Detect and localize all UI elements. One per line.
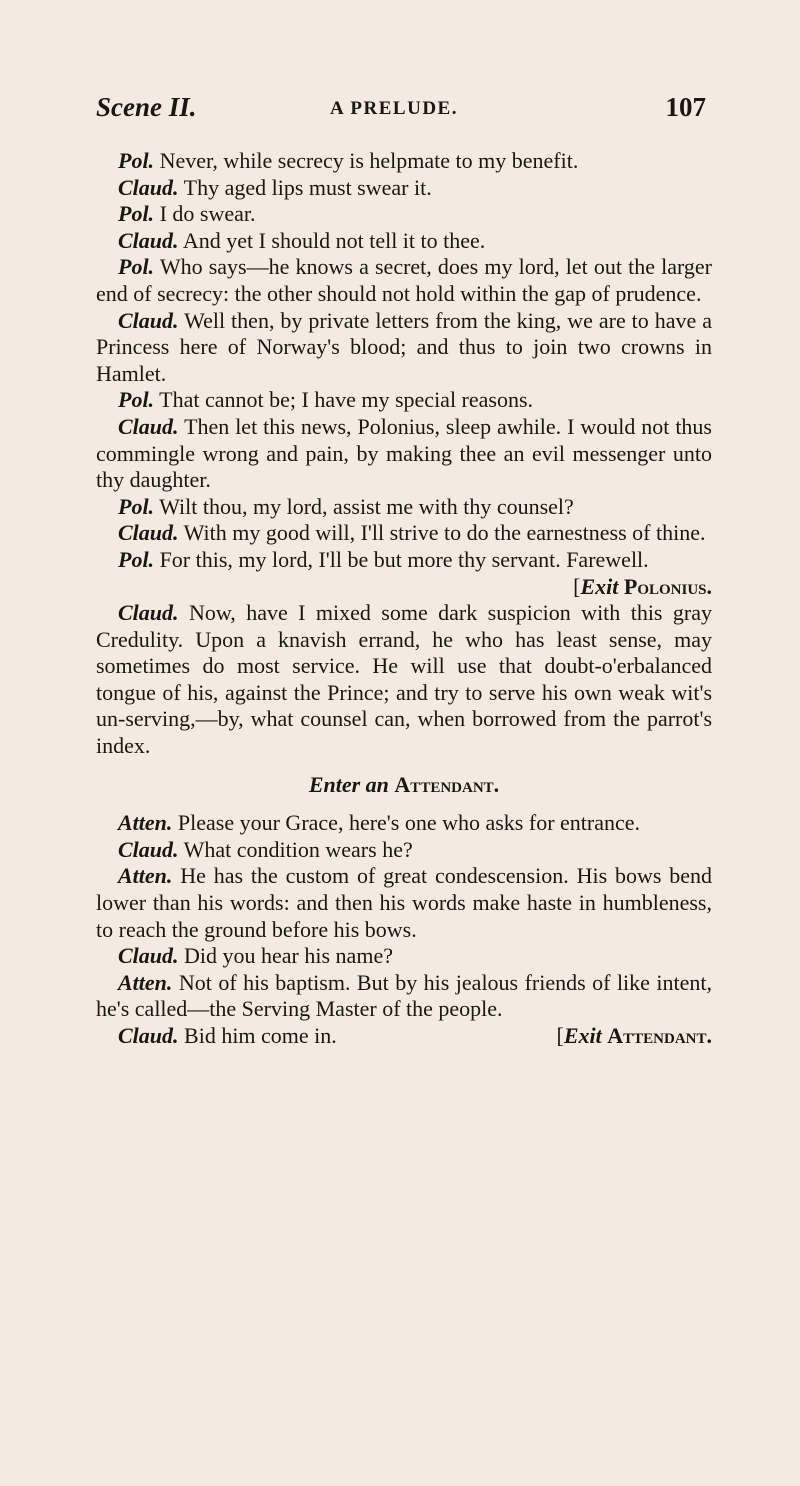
play-text	[96, 148, 712, 1050]
speech	[96, 970, 712, 1023]
speech	[96, 148, 712, 175]
exit-character: Polonius.	[623, 573, 712, 599]
speaker-name: Pol.	[118, 201, 155, 227]
speaker-name: Pol.	[118, 493, 155, 519]
speech	[96, 414, 712, 494]
speaker-name: Pol.	[118, 546, 155, 572]
exit-word: Exit	[580, 573, 619, 599]
speech	[96, 201, 712, 228]
speech-text: Thy aged lips must swear it.	[183, 174, 432, 200]
speech	[96, 810, 712, 837]
speech	[96, 520, 712, 547]
speaker-name: Pol.	[118, 254, 155, 280]
bracket: [	[556, 1023, 564, 1048]
speech-text: Bid him come in.	[184, 1023, 337, 1048]
speaker-name: Claud.	[118, 600, 179, 626]
speech-text: What condition wears he?	[183, 836, 413, 862]
running-title: A PRELUDE.	[330, 98, 458, 119]
speech-text: Who says—he knows a secret, does my lord, let out the larger end of secrecy: the other should not hold within the gap of prudence.	[96, 254, 712, 306]
exit-direction	[551, 574, 712, 601]
entrance-word: Enter an	[308, 771, 389, 797]
exit-word: Exit	[563, 1023, 602, 1048]
speech	[96, 308, 712, 388]
speech-text: Wilt thou, my lord, assist me with thy counsel?	[159, 493, 574, 519]
speech	[96, 254, 712, 307]
speaker-name: Claud.	[118, 413, 179, 439]
page-number: 107	[665, 92, 706, 122]
speaker-name: Claud.	[118, 520, 179, 546]
speech	[96, 863, 712, 943]
speaker-name: Claud.	[118, 174, 179, 200]
running-header	[96, 92, 706, 136]
speech	[96, 600, 712, 760]
speech-text: Well then, by private letters from the king, we are to have a Princess here of Norway's blood; and thus to join two crowns in Hamlet.	[96, 307, 713, 386]
entrance-character: Attendant.	[394, 771, 500, 797]
speaker-name: Claud.	[118, 227, 179, 253]
speech-text: For this, my lord, I'll be but more thy servant. Farewell.	[159, 546, 649, 572]
speech-text: Did you hear his name?	[184, 943, 393, 969]
speech-text: Never, while secrecy is helpmate to my benefit.	[159, 148, 579, 173]
speech	[96, 546, 712, 599]
speech-text: That cannot be; I have my special reasons.	[159, 387, 534, 413]
speech	[96, 1023, 712, 1050]
speech	[96, 228, 712, 255]
speech	[96, 837, 712, 864]
speech	[96, 943, 712, 970]
speaker-name: Claud.	[118, 307, 179, 333]
speech	[96, 175, 712, 202]
speech-text: And yet I should not tell it to thee.	[182, 227, 486, 253]
speaker-name: Claud.	[118, 1023, 179, 1048]
bracket: [	[573, 573, 581, 599]
speaker-name: Atten.	[118, 810, 173, 836]
speaker-name: Atten.	[118, 969, 173, 995]
speaker-name: Pol.	[118, 148, 155, 173]
speaker-name: Claud.	[118, 836, 179, 862]
speech-text: With my good will, I'll strive to do the earnestness of thine.	[183, 520, 706, 546]
speech	[96, 387, 712, 414]
speaker-name: Pol.	[118, 387, 155, 413]
speech-text: Please your Grace, here's one who asks for entrance.	[177, 810, 641, 836]
speech-text: Now, have I mixed some dark suspicion with this gray Credulity. Upon a knavish errand, he who has least sense, may sometimes do most service. He will use that doubt-o'erbalanced tongue of his, against the Prince; and try to serve his own weak wit's un-serving,—by, what counsel can, when borrowed from the parrot's index.	[96, 600, 713, 759]
speaker-name: Atten.	[118, 863, 173, 889]
speaker-name: Claud.	[118, 943, 179, 969]
speech	[96, 494, 712, 521]
exit-character: Attendant.	[607, 1023, 712, 1048]
scene-label: Scene II.	[96, 92, 197, 122]
speech-text: He has the custom of great condescension. His bows bend lower than his words: and then his words make haste in humbleness, to reach the ground before his bows.	[96, 863, 713, 942]
speech-text: Not of his baptism. But by his jealous friends of like intent, he's called—the Serving Master of the people.	[96, 969, 713, 1022]
speech-text: Then let this news, Polonius, sleep awhile. I would not thus commingle wrong and pain, by making thee an evil messenger unto thy daughter.	[96, 413, 712, 493]
entrance-direction	[96, 772, 712, 799]
exit-direction	[535, 1023, 712, 1050]
speech-text: I do swear.	[159, 201, 256, 227]
